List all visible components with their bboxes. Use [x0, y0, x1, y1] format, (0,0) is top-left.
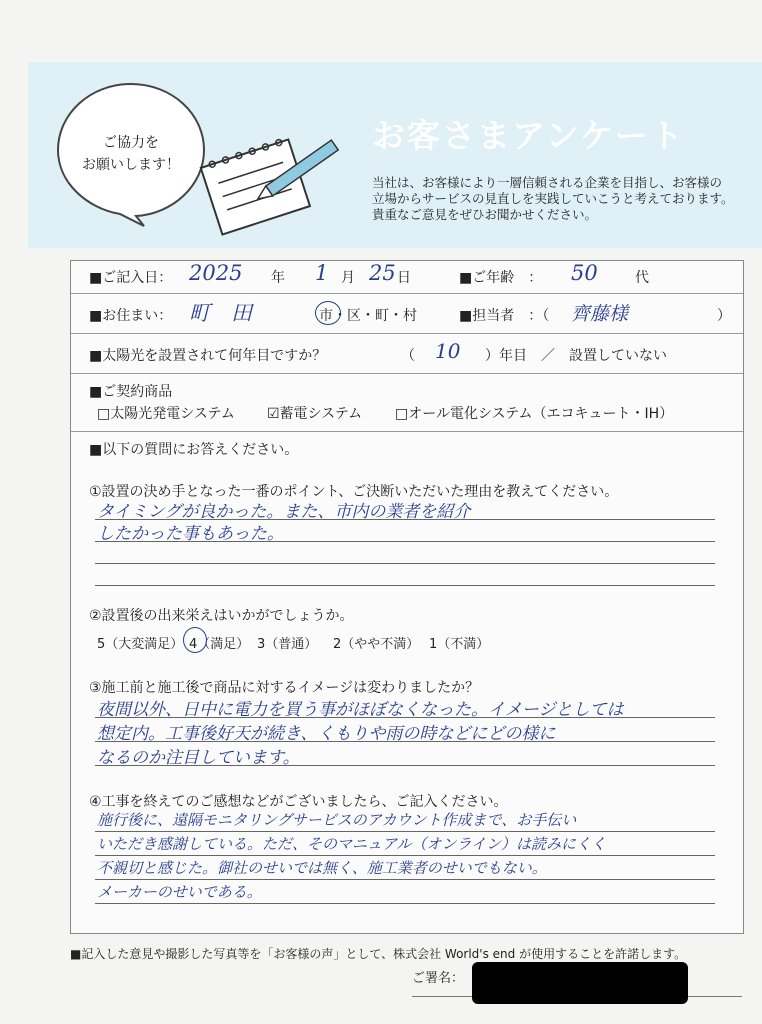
- day-unit: 日: [397, 270, 411, 286]
- q2-option-5: 5（大変満足）: [97, 637, 184, 652]
- q1-answer-line-2: したかった事もあった。: [97, 524, 284, 544]
- answer-line: [95, 831, 715, 832]
- divider: [71, 373, 743, 374]
- product-battery: ☑蓄電システム: [267, 406, 363, 422]
- staff-label: ■担当者 ：（: [459, 308, 550, 324]
- divider: [71, 293, 743, 294]
- question-3: ③施工前と施工後で商品に対するイメージは変わりましたか？: [89, 680, 480, 696]
- questions-label: ■以下の質問にお答えください。: [89, 442, 299, 458]
- date-label: ■ご記入日：: [89, 270, 173, 286]
- answer-line: [95, 563, 715, 564]
- answer-line: [95, 541, 715, 542]
- month-unit: 月: [341, 270, 355, 286]
- solar-close: ）年目 ／ 設置していない: [485, 348, 667, 364]
- address-units: 市・区・町・村: [319, 308, 417, 324]
- divider: [71, 431, 743, 432]
- signature-label: ご署名：: [412, 971, 465, 986]
- notepad-icon: [192, 128, 352, 238]
- q2-option-1: 1（不満）: [429, 637, 490, 652]
- staff-value: 齊藤様: [571, 303, 629, 325]
- survey-title: お客さまアンケート: [372, 116, 686, 155]
- q4-answer-line-3: 不親切と感じた。御社のせいでは無く、施工業者のせいでもない。: [97, 859, 547, 877]
- answer-line: [95, 519, 715, 520]
- q3-answer-line-3: なるのか注目しています。: [97, 748, 300, 768]
- question-2: ②設置後の出来栄えはいかがでしょうか。: [89, 608, 354, 624]
- q2-option-4: 4（満足）: [189, 637, 250, 652]
- address-value: 町 田: [189, 301, 252, 325]
- product-solar: □太陽光発電システム: [97, 406, 235, 422]
- year-unit: 年: [271, 270, 285, 286]
- q3-answer-line-1: 夜間以外、日中に電力を買う事がほぼなくなった。イメージとしては: [97, 700, 624, 720]
- q4-answer-line-2: いただき感謝している。ただ、そのマニュアル（オンライン）は読みにくく: [97, 835, 606, 853]
- q2-option-3: 3（普通）: [257, 637, 318, 652]
- q4-answer-line-1: 施行後に、遠隔モニタリングサービスのアカウント作成まで、お手伝い: [97, 811, 577, 829]
- consent-note: ■記入した意見や撮影した写真等を「お客様の声」として、株式会社 World's end が使用することを許諾します。: [70, 947, 687, 961]
- answer-line: [95, 765, 715, 766]
- solar-open: （: [401, 348, 415, 364]
- answer-line: [95, 585, 715, 586]
- age-label: ■ご年齢 ：: [459, 270, 543, 286]
- age-value: 50: [571, 261, 598, 285]
- answer-line: [95, 717, 715, 718]
- product-label: ■ご契約商品: [89, 384, 173, 400]
- selected-rating-circle: [183, 627, 207, 653]
- staff-close: ）: [717, 308, 731, 324]
- q3-answer-line-2: 想定内。工事後好天が続き、くもりや雨の時などにどの様に: [97, 724, 556, 744]
- age-unit: 代: [635, 270, 649, 286]
- solar-years: 10: [435, 339, 461, 363]
- answer-line: [95, 903, 715, 904]
- address-label: ■お住まい：: [89, 308, 173, 324]
- q2-option-2: 2（やや不満）: [333, 637, 420, 652]
- divider: [71, 333, 743, 334]
- date-day: 25: [369, 261, 396, 285]
- bubble-text: ご協力を お願いします！: [82, 135, 180, 173]
- solar-question: ■太陽光を設置されて何年目ですか？: [89, 348, 327, 364]
- date-year: 2025: [189, 261, 243, 285]
- survey-description: 当社は、お客様により一層信頼される企業を目指し、お客様の 立場からサービスの見直しを実践していこうと考えております。 貴重なご意見をぜひお聞かせください。: [372, 175, 734, 222]
- question-1: ①設置の決め手となった一番のポイント、ご決断いただいた理由を教えてください。: [89, 484, 619, 500]
- product-all-electric: □オール電化システム（エコキュート・IH）: [395, 406, 674, 422]
- question-4: ④工事を終えてのご感想などがございましたら、ご記入ください。: [89, 794, 508, 810]
- survey-form: [70, 260, 744, 934]
- redacted-signature: [472, 962, 688, 1004]
- q4-answer-line-4: メーカーのせいである。: [97, 883, 262, 901]
- date-month: 1: [315, 261, 329, 285]
- q1-answer-line-1: タイミングが良かった。また、市内の業者を紹介: [97, 502, 471, 522]
- answer-line: [95, 741, 715, 742]
- answer-line: [95, 855, 715, 856]
- answer-line: [95, 879, 715, 880]
